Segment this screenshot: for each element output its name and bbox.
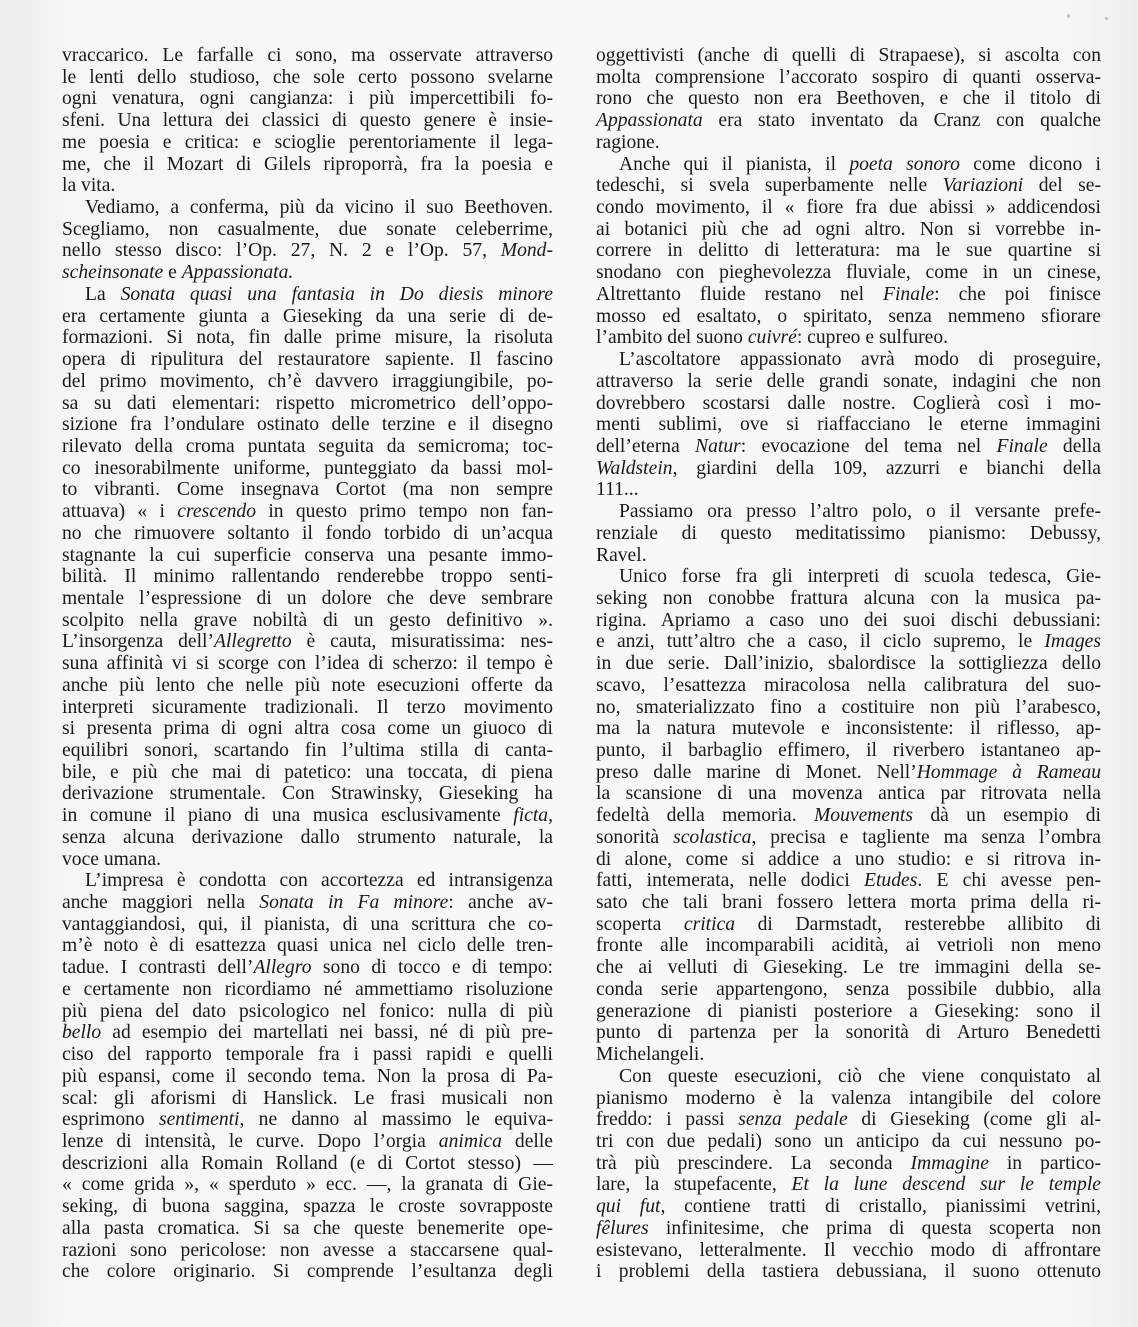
text-line: to vibranti. Come insegnava Cortot (ma non sempre <box>62 479 553 501</box>
text-column-right <box>596 45 1101 1283</box>
text-line: e certamente non ricordiamo né ammettiamo risoluzione <box>62 978 553 1000</box>
text-line: ragione. <box>596 131 660 153</box>
text-line: voce umana. <box>62 848 162 870</box>
text-line: che colore originario. Si comprende l’esultanza degli <box>62 1261 553 1283</box>
text-line: co inesorabilmente uniforme, punteggiato da bassi mol- <box>62 457 553 479</box>
text-line: pianismo moderno è la valenza intangibile del colore <box>596 1087 1101 1109</box>
text-line: ogni venatura, ogni cangianza: i più impercettibili fo- <box>62 88 553 110</box>
text-line: tedeschi, si svela superbamente nelle Variazioni del se- <box>596 175 1101 197</box>
text-line: formazioni. Si nota, fin dalle prime misure, la risoluta <box>62 327 553 349</box>
text-line: Altrettanto fluide restano nel Finale: che poi finisce <box>596 283 1101 305</box>
text-line: fronte alle incomparabili acidità, ai vetrioli non meno <box>596 935 1101 957</box>
text-line: anche maggiori nella Sonata in Fa minore: anche av- <box>62 892 553 914</box>
text-line: Con queste esecuzioni, ciò che viene conquistato al <box>619 1065 1101 1087</box>
text-line: senza alcuna derivazione dallo strumento naturale, la <box>62 826 553 848</box>
text-line: ciso del rapporto temporale fra i passi rapidi e quelli <box>62 1044 553 1066</box>
text-line: sonorità scolastica, precisa e tagliente ma senza l’ombra <box>596 826 1101 848</box>
text-line: oggettivisti (anche di quelli di Strapaese), si ascolta con <box>596 45 1101 66</box>
text-line: sato che tali brani fossero lettera morta prima della ri- <box>596 892 1101 914</box>
paragraph <box>596 154 1101 349</box>
text-line: mosso ed esaltato, o spiritato, senza nemmeno sfiorare <box>596 305 1101 327</box>
paragraph <box>62 45 553 197</box>
text-line: rilevato della croma puntata seguita da semicroma; toc- <box>62 435 553 457</box>
text-line: conda serie appartengono, senza possibile dubbio, alla <box>596 978 1101 1000</box>
text-line: no, smaterializzato fino a costituire non più l’arabesco, <box>596 696 1101 718</box>
text-line: attraverso la serie delle grandi sonate, indagini che non <box>596 370 1101 392</box>
text-line: attuava) « i crescendo in questo primo tempo non fan- <box>62 501 553 523</box>
paragraph <box>62 284 553 870</box>
text-line: ai botanici più che ad ogni altro. Non si vorrebbe in- <box>596 218 1101 240</box>
text-line: generazione di pianisti posteriore a Gieseking: sono il <box>596 1000 1101 1022</box>
text-line: in comune il piano di una musica esclusivamente ficta, <box>62 805 553 827</box>
text-line: sa su dati elementari: rispetto micrometrico dell’oppo- <box>62 392 553 414</box>
text-line: Scegliamo, non casualmente, due sonate celeberrime, <box>62 218 553 240</box>
text-line: sizione fra l’ondulare ostinato delle terzine e il disegno <box>62 414 553 436</box>
text-line: la vita. <box>62 175 116 197</box>
text-line: Unico forse fra gli interpreti di scuola tedesca, Gie- <box>619 566 1101 588</box>
text-line: opera di ripulitura del restauratore sapiente. Il fascino <box>62 349 553 371</box>
text-line: dovrebbero scostarsi dalle nostre. Coglierà così i mo- <box>596 392 1101 414</box>
text-line: me, che il Mozart di Gilels riproporrà, fra la poesia e <box>62 153 553 175</box>
text-line: m’è noto è di esattezza quasi unica nel ciclo delle tren- <box>62 935 553 957</box>
paragraph <box>596 349 1101 501</box>
text-line: scolpito nella grave nobiltà di un gesto definitivo ». <box>62 609 553 631</box>
text-line: Passiamo ora presso l’altro polo, o il versante prefe- <box>619 501 1101 523</box>
text-line: lare, la stupefacente, Et la lune descend sur le temple <box>596 1174 1101 1196</box>
scan-speck <box>1105 17 1108 20</box>
text-line: la scansione di una movenza antica par ritrovata nella <box>596 783 1101 805</box>
text-line: me poesia e critica: e scioglie perentoriamente il lega- <box>62 131 553 153</box>
text-line: trà più prescindere. La seconda Immagine in partico- <box>596 1152 1101 1174</box>
text-line: razioni sono pericolose: non avesse a staccarsene qual- <box>62 1239 553 1261</box>
text-line: 111... <box>596 479 639 501</box>
text-line: scoperta critica di Darmstadt, resterebbe allibito di <box>596 913 1101 935</box>
text-line: punto, il barbaglio effimero, il riverbero istantaneo ap- <box>596 740 1101 761</box>
text-line: fatti, intemerata, nelle dodici Etudes. E chi avesse pen- <box>596 870 1101 892</box>
text-line: dell’eterna Natur: evocazione del tema nel Finale della <box>596 435 1101 457</box>
text-column-left <box>62 45 553 1283</box>
text-line: bile, e più che mai di patetico: una toccata, di piena <box>62 761 553 783</box>
paragraph <box>596 501 1101 566</box>
text-line: interpreti sicuramente tradizionali. Il terzo movimento <box>62 696 553 718</box>
text-line: scavo, l’esattezza miracolosa nella calibratura del suo- <box>596 674 1101 696</box>
text-line: condo movimento, il « fiore fra due abissi » addicendosi <box>596 197 1101 219</box>
text-line: fedeltà della memoria. Mouvements dà un esempio di <box>596 805 1101 827</box>
text-line: vraccarico. Le farfalle ci sono, ma osservate attraverso <box>62 45 553 66</box>
text-line: ma la natura mutevole e inconsistente: il riflesso, ap- <box>596 718 1101 740</box>
text-line: esistevano, letteralmente. Il vecchio modo di affrontare <box>596 1239 1101 1261</box>
text-line: seking non conobbe frattura alcuna con la musica pa- <box>596 587 1101 609</box>
text-line: sfeni. Una lettura dei classici di questo genere è insie- <box>62 110 553 132</box>
text-line: esprimono sentimenti, ne danno al massimo le equiva- <box>62 1109 553 1131</box>
text-line: le lenti dello studioso, che sole certo possono svelarne <box>62 66 553 88</box>
text-line: no che rimuovere soltanto il fondo torbido di un’acqua <box>62 522 553 544</box>
text-line: anche più lento che nelle più note esecuzioni offerte da <box>62 674 553 696</box>
paragraph <box>62 870 553 1283</box>
text-line: scheinsonate e Appassionata. <box>62 262 294 284</box>
text-line: suna affinità vi si scorge con l’idea di scherzo: il tempo è <box>62 653 553 675</box>
text-line: era certamente giunta a Gieseking da una serie di de- <box>62 305 553 327</box>
text-line: rigina. Apriamo a caso uno dei suoi dischi debussiani: <box>596 609 1101 631</box>
text-line: rono che questo non era Beethoven, e che il titolo di <box>596 88 1101 110</box>
text-line: descrizioni alla Romain Rolland (e di Cortot stesso) — <box>62 1152 553 1174</box>
text-line: che ai velluti di Gieseking. Le tre immagini della se- <box>596 957 1101 979</box>
text-line: snodano con pieghevolezza fluviale, come in un cinese, <box>596 262 1101 284</box>
text-line: bilità. Il minimo rallentando renderebbe troppo senti- <box>62 566 553 588</box>
text-line: preso dalle marine di Monet. Nell’Hommage à Rameau <box>596 761 1101 783</box>
paragraph <box>596 566 1101 1066</box>
text-line: bello ad esempio dei martellati nei bassi, né di più pre- <box>62 1022 553 1044</box>
text-line: La Sonata quasi una fantasia in Do diesis minore <box>85 283 553 305</box>
text-line: L’impresa è condotta con accortezza ed intransigenza <box>85 870 553 892</box>
text-line: molta comprensione l’accorato sospiro di quanti osserva- <box>596 66 1101 88</box>
text-line: punto di partenza per la sonorità di Arturo Benedetti <box>596 1022 1101 1044</box>
text-line: fêlures infinitesime, che prima di questa scoperta non <box>596 1217 1101 1239</box>
text-line: seking, di buona saggina, spazza le croste sovrapposte <box>62 1196 553 1218</box>
text-line: Vediamo, a conferma, più da vicino il suo Beethoven. <box>85 197 553 219</box>
scan-speck <box>1067 14 1070 18</box>
text-line: Waldstein, giardini della 109, azzurri e bianchi della <box>596 457 1101 479</box>
text-line: nello stesso disco: l’Op. 27, N. 2 e l’Op. 57, Mond- <box>62 240 553 262</box>
text-line: « come grida », « sperduto » ecc. —, la granata di Gie- <box>62 1174 553 1196</box>
text-line: di alone, come si addice a uno studio: e si ritrova in- <box>596 848 1101 870</box>
text-line: tri con due pedali) sono un anticipo da cui nessuno po- <box>596 1130 1101 1152</box>
text-line: equilibri sonori, scartando fin l’ultima stilla di canta- <box>62 740 553 761</box>
text-line: qui fut, contiene tratti di cristallo, pianissimi vetrini, <box>596 1196 1102 1218</box>
text-line: in due serie. Dall’inizio, sbalordisce la sottigliezza dello <box>596 653 1101 675</box>
text-line: l’ambito del suono cuivré: cupreo e sulfureo. <box>596 327 949 349</box>
text-line: del primo movimento, ch’è davvero irraggiungibile, po- <box>62 370 553 392</box>
paragraph <box>62 197 553 284</box>
text-line: derivazione strumentale. Con Strawinsky, Gieseking ha <box>62 783 553 805</box>
text-line: menti sublimi, ove si riaffacciano le eterne immagini <box>596 414 1101 436</box>
text-line: Ravel. <box>596 544 647 566</box>
text-line: Appassionata era stato inventato da Cranz con qualche <box>596 110 1101 132</box>
text-line: tadue. I contrasti dell’Allegro sono di tocco e di tempo: <box>62 957 553 979</box>
text-line: correre in delitto di letteratura: ma le sue quartine si <box>596 240 1101 262</box>
text-line: scal: gli aforismi di Hanslick. Le frasi musicali non <box>62 1087 553 1109</box>
text-line: L’ascoltatore appassionato avrà modo di proseguire, <box>619 349 1101 371</box>
text-line: Michelangeli. <box>596 1044 705 1066</box>
text-line: renziale di questo meditatissimo pianismo: Debussy, <box>596 522 1101 544</box>
text-line: stagnante la cui superficie conserva una pesante immo- <box>62 544 553 566</box>
text-line: Anche qui il pianista, il poeta sonoro come dicono i <box>619 153 1101 175</box>
text-line: L’insorgenza dell’Allegretto è cauta, misuratissima: nes- <box>62 631 553 653</box>
text-line: i problemi della tastiera debussiana, il suono ottenuto <box>596 1261 1101 1283</box>
paragraph <box>596 1066 1101 1283</box>
text-line: più piena del dato psicologico nel fonico: nulla di più <box>62 1000 553 1022</box>
text-line: si presenta prima di ogni altra cosa come un giuoco di <box>62 718 553 740</box>
paragraph <box>596 45 1101 154</box>
text-line: più espansi, come il secondo tema. Non la prosa di Pa- <box>62 1065 553 1087</box>
text-line: mentale l’espressione di un dolore che deve sembrare <box>62 587 553 609</box>
text-line: lenze di intensità, le curve. Dopo l’orgia animica delle <box>62 1130 553 1152</box>
text-line: freddo: i passi senza pedale di Gieseking (come gli al- <box>596 1109 1101 1131</box>
text-line: alla pasta cromatica. Si sa che queste benemerite ope- <box>62 1217 553 1239</box>
text-line: e anzi, tutt’altro che a caso, il ciclo supremo, le Images <box>596 631 1101 653</box>
text-line: vantaggiandosi, qui, il pianista, di una scrittura che co- <box>62 913 553 935</box>
